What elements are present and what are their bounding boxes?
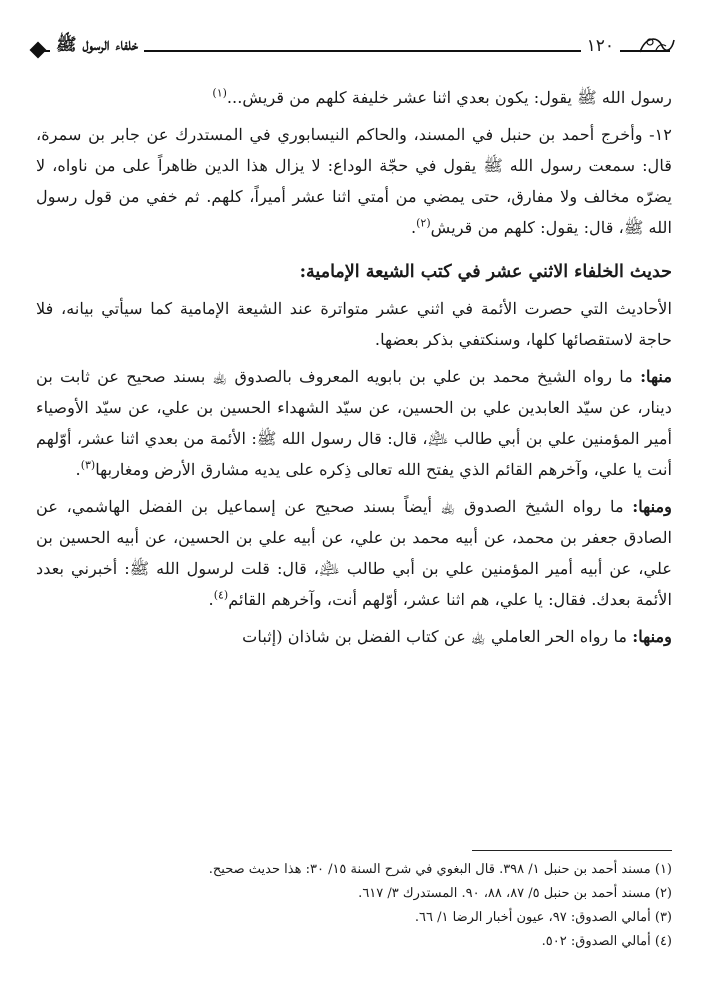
paragraph-text: ما رواه الشيخ الصدوق ﵀ أيضاً بسند صحيح عن إسماعيل بن الفضل الهاشمي، عن الصادق جعفر بن محمد، عن أبيه محمد بن علي، عن أبيه علي بن الحسين، عن أبيه الحسين بن علي، عن أبيه أمير المؤمنين علي بن أبي طالب ﵇، قال: قلت لرسول الله ﷺ: أخبرني بعدد الأئمة بعدك. فقال: يا علي، هم اثنا عشر، أوّلهم أنت، وآخرهم القائم xyxy=(36,497,672,609)
paragraph-text: ١٢- وأخرج أحمد بن حنبل في المسند، والحاكم النيسابوري في المستدرك عن جابر بن سمرة، قال: سمعت رسول الله ﷺ يقول في حجّة الوداع: لا يزال هذا الدين ظاهراً على من ناواه، لا يضرّه مخالف ولا مفارق، حتى يمضي من أمتي اثنا عشر أميراً، كلهم. ثم خفي من قول رسول الله ﷺ، قال: يقول: كلهم من قريش xyxy=(36,125,672,237)
footnote-separator xyxy=(472,850,672,851)
footnote: (٤) أمالي الصدوق: ٥٠٢. xyxy=(541,934,672,949)
footnote-ref: (٣) xyxy=(80,458,96,472)
paragraph-2 xyxy=(36,293,672,355)
paragraph-1: ١٢- وأخرج أحمد بن حنبل في المسند، والحاكم النيسابوري في المستدرك عن جابر بن سمرة، قال: سمعت رسول الله ﷺ يقول في حجّة الوداع: لا يزال هذا الدين ظاهراً على من ناواه، لا يضرّه مخالف ولا مفارق، حتى يمضي من أمتي اثنا عشر أميراً، كلهم. ثم خفي من قول رسول الله ﷺ، قال: يقول: كلهم من قريش$^{(٢)}$. xyxy=(36,125,672,237)
paragraph-0 xyxy=(36,82,672,113)
paragraph-3: منها: ما رواه الشيخ محمد بن علي بن بابويه المعروف بالصدوق ﵀ بسند صحيح عن ثابت بن دينار، عن سيّد العابدين علي بن الحسين، عن سيّد الشهداء الحسين بن علي، عن سيّد الأوصياء أمير المؤمنين علي بن أبي طالب ﵇، قال: قال رسول الله ﷺ: الأئمة من بعدي اثنا عشر، أوّلهم أنت يا علي، وآخرهم القائم الذي يفتح الله تعالى ذِكره على يديه مشارق الأرض ومغاربها$^{(٣)}$. xyxy=(36,367,672,479)
floral-ornament-icon xyxy=(636,30,676,60)
paragraph-lead: ومنها: xyxy=(632,627,672,646)
footnotes xyxy=(36,858,672,954)
footnote-ref: (٤) xyxy=(213,588,229,602)
section-heading: حديث الخلفاء الاثني عشر في كتب الشيعة الإمامية: xyxy=(299,262,672,282)
page-number: ١٢٠ xyxy=(581,36,620,56)
page-header xyxy=(28,30,680,74)
paragraph-4: ومنها: ما رواه الشيخ الصدوق ﵀ أيضاً بسند صحيح عن إسماعيل بن الفضل الهاشمي، عن الصادق جعفر بن محمد، عن أبيه محمد بن علي، عن أبيه علي بن الحسين، عن أبيه الحسين بن علي، عن أبيه أمير المؤمنين علي بن أبي طالب ﵇، قال: قلت لرسول الله ﷺ: أخبرني بعدد الأئمة بعدك. فقال: يا علي، هم اثنا عشر، أوّلهم أنت، وآخرهم القائم$^{(٤)}$. xyxy=(36,497,672,609)
paragraph-text: الأحاديث التي حصرت الأئمة في اثني عشر متواترة عند الشيعة الإمامية كما سيأتي بيانه، فلا حاجة لاستقصائها كلها، وسنكتفي بذكر بعضها. xyxy=(36,299,672,349)
footnote-ref: (١) xyxy=(212,86,227,100)
footnote: (٢) مسند أحمد بن حنبل ٥/ ٨٧، ٨٨، ٩٠. المستدرك ٣/ ٦١٧. xyxy=(358,886,672,901)
footnote: (١) مسند أحمد بن حنبل ١/ ٣٩٨. قال البغوي في شرح السنة ١٥/ ٣٠: هذا حديث صحيح. xyxy=(208,862,672,877)
page-body xyxy=(36,82,672,652)
running-title: خلفاء الرسول ﷺ xyxy=(50,34,144,59)
footnote: (٣) أمالي الصدوق: ٩٧، عيون أخبار الرضا ١/ ٦٦. xyxy=(414,910,672,925)
diamond-ornament-icon xyxy=(30,42,47,59)
paragraph-lead: ومنها: xyxy=(632,497,672,516)
paragraph-lead: منها: xyxy=(640,367,672,386)
paragraph-text: ما رواه الشيخ محمد بن علي بن بابويه المعروف بالصدوق ﵀ بسند صحيح عن ثابت بن دينار، عن سيّد العابدين علي بن الحسين، عن سيّد الشهداء الحسين بن علي، عن سيّد الأوصياء أمير المؤمنين علي بن أبي طالب ﵇، قال: قال رسول الله ﷺ: الأئمة من بعدي اثنا عشر، أوّلهم أنت يا علي، وآخرهم القائم الذي يفتح الله تعالى ذِكره على يديه مشارق الأرض ومغاربها xyxy=(36,367,672,479)
paragraph-text: ما رواه الحر العاملي ﵀ عن كتاب الفضل بن شاذان (إثبات xyxy=(242,627,633,646)
footnote-ref: (٢) xyxy=(416,216,431,230)
paragraph-text: رسول الله ﷺ يقول: يكون بعدي اثنا عشر خليفة كلهم من قريش... xyxy=(226,88,672,107)
paragraph-5 xyxy=(36,621,672,652)
